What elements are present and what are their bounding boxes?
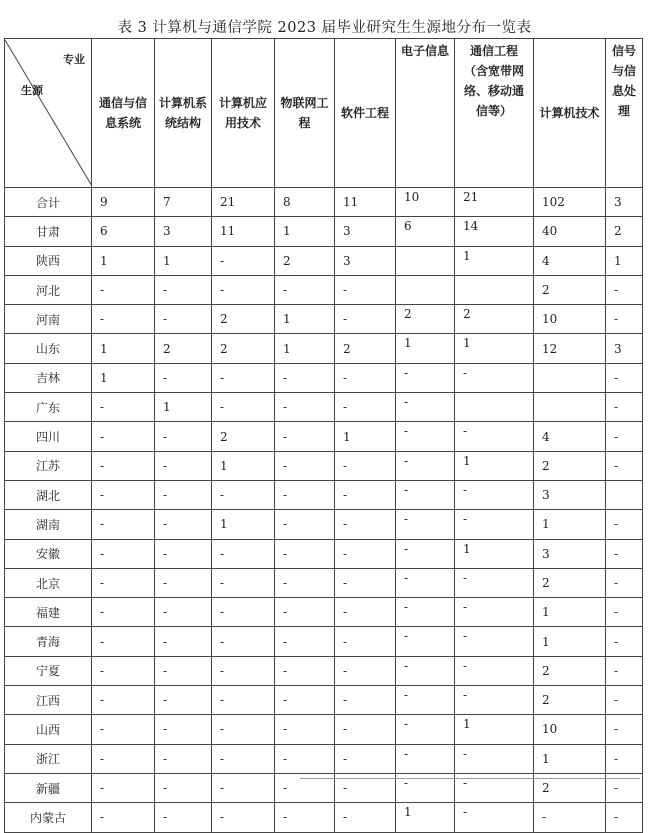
table-title: 表 3 计算机与通信学院 2023 届毕业研究生生源地分布一览表	[117, 20, 532, 36]
table-row	[5, 451, 643, 480]
count-cell: -	[92, 422, 155, 451]
count-cell: -	[455, 686, 534, 715]
count-cell: 3	[606, 334, 643, 363]
count-cell: 1	[455, 715, 534, 744]
table-row	[5, 246, 643, 275]
count-cell: -	[606, 715, 643, 744]
count-cell: 1	[534, 744, 606, 773]
count-cell: 1	[275, 217, 335, 246]
page-underline	[300, 778, 640, 779]
count-cell: -	[455, 363, 534, 392]
count-cell: -	[92, 744, 155, 773]
count-cell: -	[335, 686, 396, 715]
count-cell: 2	[212, 334, 275, 363]
count-cell: -	[212, 715, 275, 744]
count-cell: -	[275, 363, 335, 392]
count-cell: -	[335, 480, 396, 509]
count-cell: -	[92, 598, 155, 627]
column-header: 通信工程（含宽带网络、移动通信等）	[455, 39, 534, 188]
count-cell: 1	[455, 334, 534, 363]
table-row	[5, 715, 643, 744]
count-cell: -	[396, 393, 455, 422]
count-cell: 2	[534, 656, 606, 685]
table-row	[5, 686, 643, 715]
count-cell: -	[335, 275, 396, 304]
count-cell: -	[92, 393, 155, 422]
count-cell: -	[155, 539, 212, 568]
count-cell: 2	[212, 422, 275, 451]
count-cell: 2	[396, 305, 455, 334]
count-cell: 1	[455, 451, 534, 480]
corner-cell	[5, 39, 92, 188]
count-cell: 40	[534, 217, 606, 246]
count-cell: 1	[534, 510, 606, 539]
count-cell: -	[92, 275, 155, 304]
count-cell: -	[92, 451, 155, 480]
count-cell: -	[396, 568, 455, 597]
count-cell: 4	[534, 422, 606, 451]
count-cell: 2	[534, 451, 606, 480]
count-cell: -	[606, 773, 643, 802]
count-cell: 1	[92, 334, 155, 363]
count-cell: 3	[606, 188, 643, 217]
count-cell: 10	[534, 715, 606, 744]
count-cell: -	[455, 510, 534, 539]
count-cell: 2	[534, 275, 606, 304]
count-cell: -	[275, 803, 335, 832]
count-cell: -	[335, 305, 396, 334]
count-cell: -	[606, 363, 643, 392]
count-cell: -	[275, 275, 335, 304]
count-cell: -	[212, 275, 275, 304]
count-cell: 21	[212, 188, 275, 217]
count-cell: 1	[155, 246, 212, 275]
table-row	[5, 188, 643, 217]
count-cell: -	[275, 568, 335, 597]
count-cell: -	[606, 510, 643, 539]
count-cell: -	[396, 480, 455, 509]
source-distribution-table	[4, 38, 643, 833]
count-cell: -	[212, 480, 275, 509]
count-cell: 3	[534, 480, 606, 509]
count-cell: -	[606, 539, 643, 568]
count-cell: -	[155, 686, 212, 715]
count-cell: -	[335, 568, 396, 597]
count-cell: 2	[534, 568, 606, 597]
province-cell: 四川	[5, 422, 92, 451]
count-cell: 6	[396, 217, 455, 246]
count-cell: -	[155, 803, 212, 832]
province-cell: 甘肃	[5, 217, 92, 246]
table-row	[5, 334, 643, 363]
province-cell: 湖北	[5, 480, 92, 509]
count-cell: -	[455, 598, 534, 627]
province-cell: 福建	[5, 598, 92, 627]
count-cell: -	[335, 393, 396, 422]
count-cell: 10	[396, 188, 455, 217]
column-header: 信号与信息处理	[606, 39, 643, 188]
count-cell: 1	[92, 363, 155, 392]
count-cell: 6	[92, 217, 155, 246]
count-cell: 1	[534, 627, 606, 656]
count-cell: -	[335, 363, 396, 392]
count-cell: 1	[455, 539, 534, 568]
count-cell: -	[396, 627, 455, 656]
count-cell: 1	[212, 510, 275, 539]
count-cell: -	[92, 480, 155, 509]
count-cell: -	[396, 422, 455, 451]
count-cell: -	[212, 246, 275, 275]
count-cell: -	[275, 393, 335, 422]
count-cell: 7	[155, 188, 212, 217]
table-row	[5, 305, 643, 334]
count-cell: -	[455, 803, 534, 832]
count-cell: 2	[275, 246, 335, 275]
table-row	[5, 393, 643, 422]
count-cell: 1	[534, 598, 606, 627]
count-cell: 10	[534, 305, 606, 334]
column-header: 物联网工程	[275, 39, 335, 188]
count-cell: -	[155, 744, 212, 773]
province-cell: 安徽	[5, 539, 92, 568]
province-cell: 北京	[5, 568, 92, 597]
table-row	[5, 217, 643, 246]
count-cell: -	[212, 686, 275, 715]
count-cell: -	[396, 510, 455, 539]
count-cell: -	[212, 568, 275, 597]
count-cell: -	[155, 598, 212, 627]
count-cell: -	[212, 627, 275, 656]
count-cell: -	[335, 598, 396, 627]
count-cell: -	[275, 480, 335, 509]
count-cell: -	[275, 744, 335, 773]
count-cell: -	[606, 744, 643, 773]
count-cell: -	[212, 393, 275, 422]
count-cell: -	[275, 422, 335, 451]
count-cell: -	[455, 568, 534, 597]
count-cell: 8	[275, 188, 335, 217]
count-cell: -	[275, 451, 335, 480]
count-cell: -	[606, 656, 643, 685]
count-cell: -	[92, 656, 155, 685]
count-cell: -	[335, 510, 396, 539]
column-header: 计算机技术	[534, 39, 606, 188]
count-cell: -	[92, 773, 155, 802]
count-cell: -	[396, 744, 455, 773]
count-cell	[455, 275, 534, 304]
count-cell: -	[212, 773, 275, 802]
count-cell: -	[606, 393, 643, 422]
table-row	[5, 627, 643, 656]
count-cell: -	[155, 773, 212, 802]
count-cell: 1	[275, 305, 335, 334]
count-cell: 2	[455, 305, 534, 334]
count-cell: 2	[212, 305, 275, 334]
table-row	[5, 363, 643, 392]
count-cell: -	[275, 627, 335, 656]
count-cell: -	[155, 510, 212, 539]
count-cell: -	[212, 363, 275, 392]
count-cell: -	[606, 422, 643, 451]
count-cell: 3	[335, 217, 396, 246]
count-cell: -	[335, 627, 396, 656]
count-cell: -	[606, 803, 643, 832]
count-cell: -	[275, 715, 335, 744]
count-cell: 4	[534, 246, 606, 275]
count-cell: 3	[534, 539, 606, 568]
column-header: 电子信息	[396, 39, 455, 188]
count-cell	[396, 246, 455, 275]
province-cell: 江苏	[5, 451, 92, 480]
table-row	[5, 744, 643, 773]
count-cell: -	[335, 715, 396, 744]
count-cell: -	[155, 715, 212, 744]
province-cell: 陕西	[5, 246, 92, 275]
count-cell: -	[335, 803, 396, 832]
column-header: 计算机系统结构	[155, 39, 212, 188]
count-cell: -	[155, 305, 212, 334]
count-cell: 21	[455, 188, 534, 217]
count-cell: -	[212, 539, 275, 568]
count-cell: -	[606, 451, 643, 480]
count-cell: -	[606, 686, 643, 715]
count-cell: 1	[455, 246, 534, 275]
count-cell: 1	[275, 334, 335, 363]
count-cell: -	[212, 803, 275, 832]
count-cell: -	[335, 656, 396, 685]
count-cell: -	[155, 422, 212, 451]
count-cell: -	[275, 539, 335, 568]
count-cell: -	[396, 656, 455, 685]
count-cell	[455, 393, 534, 422]
province-cell: 宁夏	[5, 656, 92, 685]
table-row	[5, 510, 643, 539]
count-cell: -	[155, 480, 212, 509]
count-cell: -	[92, 510, 155, 539]
count-cell: -	[155, 363, 212, 392]
province-cell: 河南	[5, 305, 92, 334]
count-cell: -	[335, 773, 396, 802]
count-cell: -	[92, 803, 155, 832]
province-cell: 吉林	[5, 363, 92, 392]
count-cell: -	[155, 451, 212, 480]
count-cell: 102	[534, 188, 606, 217]
count-cell	[606, 480, 643, 509]
count-cell: -	[606, 275, 643, 304]
province-cell: 新疆	[5, 773, 92, 802]
count-cell: -	[155, 275, 212, 304]
table-row	[5, 803, 643, 832]
column-header: 通信与信息系统	[92, 39, 155, 188]
count-cell: -	[455, 773, 534, 802]
count-cell: -	[275, 686, 335, 715]
province-cell: 湖南	[5, 510, 92, 539]
count-cell	[534, 363, 606, 392]
count-cell: -	[396, 451, 455, 480]
province-cell: 河北	[5, 275, 92, 304]
count-cell	[396, 275, 455, 304]
province-cell: 山西	[5, 715, 92, 744]
corner-source-label: 生源	[21, 84, 43, 97]
count-cell: 1	[606, 246, 643, 275]
count-cell: -	[92, 568, 155, 597]
count-cell: -	[606, 305, 643, 334]
count-cell	[534, 393, 606, 422]
table-row	[5, 539, 643, 568]
count-cell: -	[275, 656, 335, 685]
count-cell: -	[396, 715, 455, 744]
count-cell: 3	[335, 246, 396, 275]
column-header: 软件工程	[335, 39, 396, 188]
count-cell: 12	[534, 334, 606, 363]
province-cell: 内蒙古	[5, 803, 92, 832]
count-cell: -	[606, 627, 643, 656]
province-cell: 浙江	[5, 744, 92, 773]
province-cell: 合计	[5, 188, 92, 217]
count-cell: -	[455, 627, 534, 656]
table-row	[5, 656, 643, 685]
count-cell: -	[92, 539, 155, 568]
table-row	[5, 480, 643, 509]
count-cell: -	[92, 627, 155, 656]
count-cell: -	[92, 305, 155, 334]
count-cell: -	[212, 598, 275, 627]
count-cell: -	[335, 539, 396, 568]
count-cell: 1	[212, 451, 275, 480]
count-cell: 14	[455, 217, 534, 246]
count-cell: -	[396, 363, 455, 392]
count-cell: -	[275, 773, 335, 802]
count-cell: 1	[396, 803, 455, 832]
count-cell: -	[606, 568, 643, 597]
count-cell: 9	[92, 188, 155, 217]
count-cell: -	[92, 686, 155, 715]
count-cell: -	[335, 451, 396, 480]
count-cell: -	[275, 598, 335, 627]
count-cell: -	[534, 803, 606, 832]
count-cell: -	[335, 744, 396, 773]
count-cell: -	[396, 773, 455, 802]
count-cell: 2	[606, 217, 643, 246]
count-cell: 3	[155, 217, 212, 246]
count-cell: -	[455, 656, 534, 685]
count-cell: 2	[534, 686, 606, 715]
count-cell: -	[396, 598, 455, 627]
count-cell: -	[92, 715, 155, 744]
table-row	[5, 275, 643, 304]
table-row	[5, 568, 643, 597]
count-cell: -	[212, 656, 275, 685]
count-cell: -	[606, 598, 643, 627]
count-cell: 2	[155, 334, 212, 363]
count-cell: -	[455, 422, 534, 451]
count-cell: 11	[212, 217, 275, 246]
count-cell: 2	[534, 773, 606, 802]
count-cell: -	[155, 656, 212, 685]
count-cell: 11	[335, 188, 396, 217]
count-cell: 1	[155, 393, 212, 422]
count-cell: -	[455, 480, 534, 509]
count-cell: -	[212, 744, 275, 773]
province-cell: 山东	[5, 334, 92, 363]
header-row	[5, 39, 643, 188]
count-cell: 1	[396, 334, 455, 363]
count-cell: -	[275, 510, 335, 539]
column-header: 计算机应用技术	[212, 39, 275, 188]
count-cell: 2	[335, 334, 396, 363]
count-cell: 1	[335, 422, 396, 451]
province-cell: 江西	[5, 686, 92, 715]
province-cell: 青海	[5, 627, 92, 656]
corner-major-label: 专业	[63, 53, 85, 66]
table-row	[5, 422, 643, 451]
count-cell: -	[155, 568, 212, 597]
count-cell: 1	[92, 246, 155, 275]
count-cell: -	[396, 539, 455, 568]
province-cell: 广东	[5, 393, 92, 422]
count-cell: -	[455, 744, 534, 773]
count-cell: -	[155, 627, 212, 656]
table-row	[5, 598, 643, 627]
count-cell: -	[396, 686, 455, 715]
